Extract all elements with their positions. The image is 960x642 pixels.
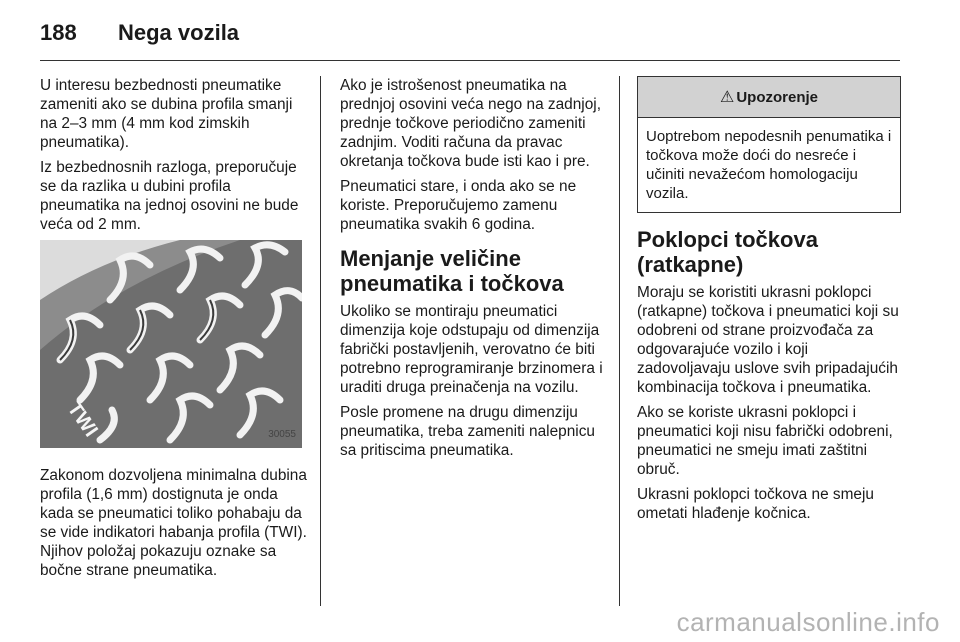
paragraph-speedometer: Ukoliko se montiraju pneumatici dimenzija koje odstupaju od dimenzija fabrički postavljenih, verovatno će biti potrebno reprogramiranje brzinomera i uraditi druga preinačenja na vozilu. <box>340 303 603 396</box>
watermark-text: carmanualsonline.info <box>676 607 940 637</box>
warning-title: Upozorenje <box>736 88 819 106</box>
header-rule <box>40 60 900 61</box>
twi-marker-label: TWI <box>62 398 102 441</box>
warning-box <box>637 76 901 213</box>
warning-header <box>638 77 900 118</box>
warning-icon: ⚠ <box>719 88 735 106</box>
tire-tread-figure <box>40 240 302 448</box>
page-number: 188 <box>40 20 77 45</box>
column-right <box>637 76 905 529</box>
heading-change-tire-size: Menjanje veličine pneumatika i točkova <box>340 246 564 296</box>
column-divider-1 <box>320 76 321 606</box>
page-header <box>40 14 920 54</box>
column-middle <box>340 76 610 466</box>
paragraph-tire-aging: Pneumatici stare, i onda ako se ne koriste. Preporučujemo zamenu pneumatika svakih 6 godina. <box>340 178 577 233</box>
paragraph-pressure-label: Posle promene na drugu dimenziju pneumatika, treba zameniti nalepnicu sa pritiscima pneumatika. <box>340 404 595 459</box>
paragraph-axle-difference: Iz bezbednosnih razloga, preporučuje se da razlika u dubini profila pneumatika na jednoj osovini ne bude veća od 2 mm. <box>40 159 299 233</box>
figure-number: 30055 <box>268 429 296 440</box>
column-divider-2 <box>619 76 620 606</box>
paragraph-unapproved-covers: Ako se koriste ukrasni poklopci i pneumatici koji nisu fabrički odobreni, pneumatici ne smeju imati zaštitni obruč. <box>637 404 893 478</box>
column-left <box>40 76 308 586</box>
paragraph-brake-cooling: Ukrasni poklopci točkova ne smeju ometati hlađenje kočnica. <box>637 486 874 522</box>
paragraph-twi-indicators: Zakonom dozvoljena minimalna dubina profila (1,6 mm) dostignuta je onda kada se pneumatici toliko pohabaju da se vide indikatori habanja profila (TWI). Njihov položaj pokazuju oznake sa bočne strane pneumatika. <box>40 467 307 579</box>
paragraph-tread-depth: U interesu bezbednosti pneumatike zameniti ako se dubina profila smanji na 2–3 mm (4 mm kod zimskih pneumatika). <box>40 77 293 151</box>
warning-text: Uoptrebom nepodesnih penumatika i točkova može doći do nesreće i učiniti nevažećom homologaciju vozila. <box>646 128 892 202</box>
tire-tread-illustration <box>40 240 302 448</box>
heading-wheel-covers: Poklopci točkova (ratkapne) <box>637 227 818 277</box>
paragraph-rotate-wheels: Ako je istrošenost pneumatika na prednjoj osovini veća nego na zadnjoj, prednje točkove periodično zameniti zadnjim. Voditi računa da pravac okretanja točkova bude isti kao i pre. <box>340 77 601 170</box>
page-title: Nega vozila <box>118 20 240 45</box>
paragraph-approved-covers: Moraju se koristiti ukrasni poklopci (ratkapne) točkova i pneumatici koji su odobreni od strane proizvođača za odgovarajuće vozilo i koji zadovoljavaju uslove svih pripadajućih kombinacija točkova i pneumatika. <box>637 284 899 396</box>
